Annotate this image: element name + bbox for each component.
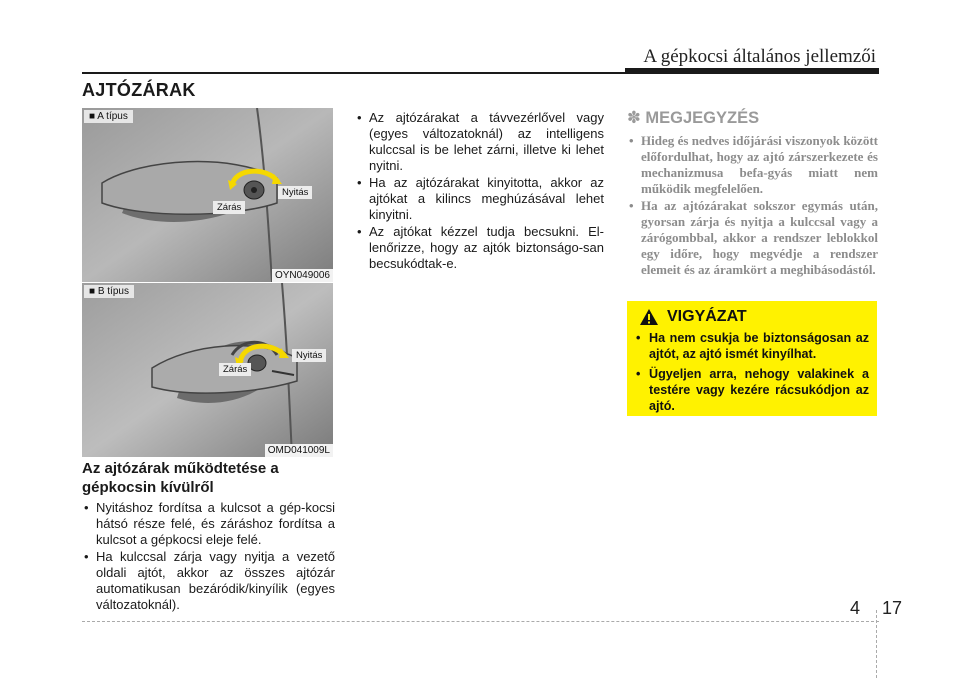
footer-divider — [876, 610, 877, 678]
middle-bullet-list — [355, 110, 604, 273]
open-label: Nyitás — [292, 349, 326, 362]
list-item: • Az ajtózárakat a távvezérlővel vagy (egyes változatoknál) az intelligens kulccsal is be lehet zárni, illetve ki lehet nyitni. — [355, 110, 604, 174]
list-item: • Az ajtókat kézzel tudja becsukni. El-lenőrizze, hogy az ajtók biztonságo-san becsukódtak-e. — [355, 224, 604, 272]
figure-type-label: ■ B típus — [84, 285, 134, 298]
caution-title: VIGYÁZAT — [667, 308, 747, 325]
header-rule-thick — [625, 68, 879, 74]
figure-type-b — [82, 283, 333, 457]
open-label: Nyitás — [278, 186, 312, 199]
figure-code: OYN049006 — [272, 269, 333, 282]
caution-box — [627, 301, 877, 416]
list-item: • Nyitáshoz fordítsa a kulcsot a gép-kocsi hátsó része felé, és záráshoz fordítsa a kulcsot a gépkocsi eleje felé. — [82, 500, 335, 548]
subheading: Az ajtózárak működtetése a gépkocsin kívülről — [82, 460, 279, 496]
close-label: Zárás — [213, 201, 245, 214]
list-item: • Ha kulccsal zárja vagy nyitja a vezető oldali ajtót, akkor az összes ajtózár automatikusan bezáródik/kinyílik (egyes változatoknál). — [82, 549, 335, 613]
close-label: Zárás — [219, 363, 251, 376]
section-title: AJTÓZÁRAK — [82, 80, 196, 100]
figure-type-a — [82, 108, 333, 282]
note-title: ✽ MEGJEGYZÉS — [627, 109, 760, 127]
list-item: • Ha nem csukja be biztonságosan az ajtót, az ajtó ismét kinyílhat. — [635, 330, 869, 362]
footer-rule — [82, 621, 879, 622]
caution-header — [639, 308, 869, 326]
door-handle-illustration-b — [82, 283, 333, 457]
page-chapter: 4 — [850, 598, 861, 618]
page-number: 17 — [882, 598, 903, 618]
list-item: • Ha az ajtózárakat kinyitotta, akkor az ajtókat a kilincs meghúzásával lehet kinyitni. — [355, 175, 604, 223]
chapter-title: A gépkocsi általános jellemzői — [643, 46, 876, 67]
list-item: • Ha az ajtózárakat sokszor egymás után, gyorsan zárja és nyitja a kulccsal vagy a zárógombbal, akkor a rendszer leblokkol egy időre, hogy megvédje a rendszer elemeit és az áramkört a meghibásodástól. — [627, 198, 878, 278]
warning-triangle-icon — [639, 308, 659, 326]
figure-type-label: ■ A típus — [84, 110, 133, 123]
left-bullet-list — [82, 500, 335, 614]
figure-code: OMD041009L — [265, 444, 333, 457]
note-list — [627, 133, 878, 279]
list-item: • Hideg és nedves időjárási viszonyok között előfordulhat, hogy az ajtó zárszerkezete és mechanizmusa befa-gyás miatt nem működik megfelelően. — [627, 133, 878, 197]
list-item: • Ügyeljen arra, nehogy valakinek a testére vagy kezére rácsukódjon az ajtó. — [635, 366, 869, 414]
